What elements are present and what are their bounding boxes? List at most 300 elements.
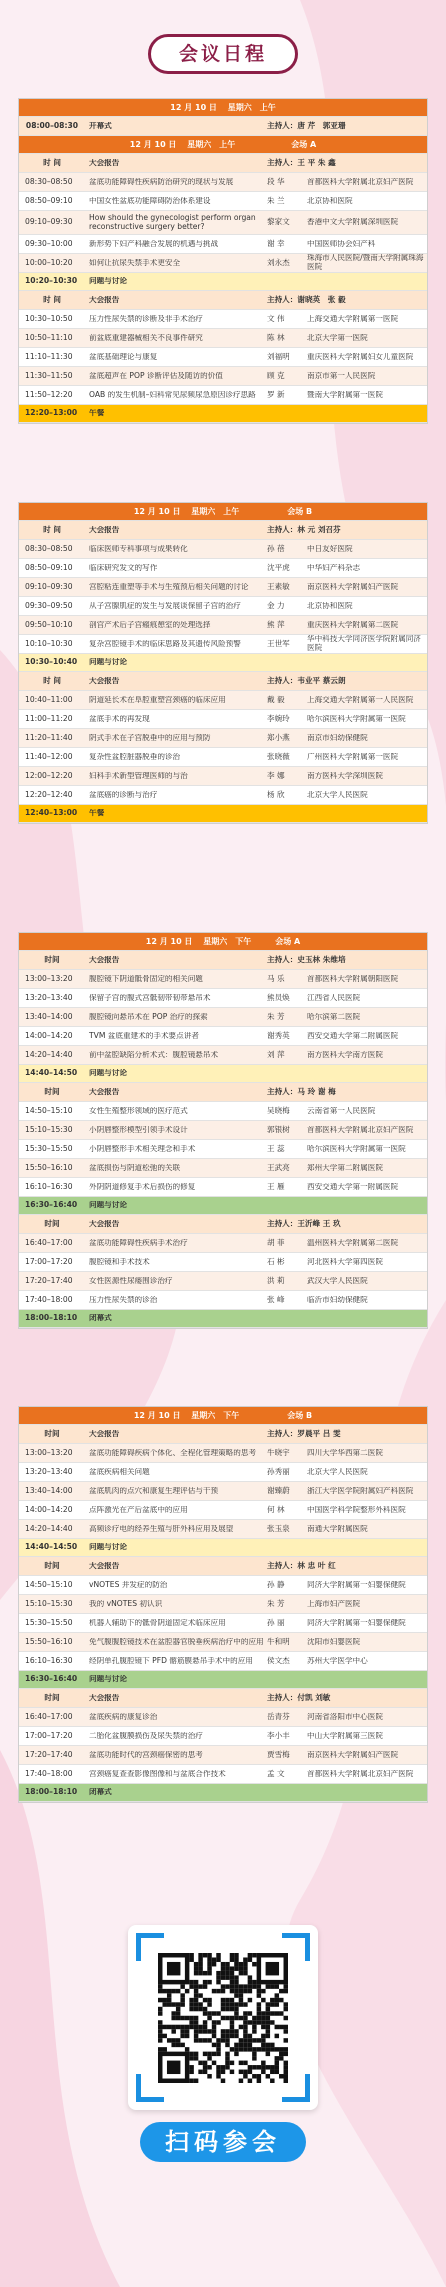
break-row <box>19 1197 427 1215</box>
time-cell: 12:20–12:40 <box>25 789 73 799</box>
time-cell: 15:10–15:30 <box>25 1598 73 1608</box>
org-cell: 临沂市妇幼保健院 <box>307 1295 368 1304</box>
time-cell: 13:20–13:40 <box>25 1466 73 1476</box>
org-cell: 中国医师协会妇产科 <box>307 239 376 248</box>
table-row <box>19 1463 427 1482</box>
time-cell: 15:30–15:50 <box>25 1617 73 1627</box>
topic-cell: 闭幕式 <box>89 1788 112 1797</box>
session-header <box>19 1407 427 1425</box>
topic-cell: 点阵激光在产后盆底中的应用 <box>89 1505 188 1514</box>
table-row <box>19 1102 427 1121</box>
time-cell: 10:50–11:10 <box>25 332 73 342</box>
time-cell: 17:20–17:40 <box>25 1749 73 1759</box>
org-cell: 中华妇产科杂志 <box>307 563 361 572</box>
table-row <box>19 1027 427 1046</box>
org-cell: 沈阳市妇婴医院 <box>307 1637 361 1646</box>
time-cell: 16:30–16:40 <box>25 1200 78 1210</box>
time-cell: 10:00–10:20 <box>25 257 73 267</box>
page-title: 会议日程 <box>148 34 298 74</box>
session-table <box>18 932 428 1329</box>
time-cell: 16:40–17:00 <box>25 1237 73 1247</box>
org-cell: 江西省人民医院 <box>307 993 361 1002</box>
topic-cell: 从子宫腺肌症的发生与发展谈保留子宫的治疗 <box>89 601 241 610</box>
time-cell: 时 间 <box>43 675 61 685</box>
topic-cell: 压力性尿失禁的诊断及非手术治疗 <box>89 314 203 323</box>
chair-cell: 主持人：林 元 刘召芬 <box>267 524 341 534</box>
session-header-text: 12 月 10 日 星期六 上午 <box>170 102 276 112</box>
time-cell: 时 间 <box>43 524 61 534</box>
org-cell: 哈尔滨医科大学附属第一医院 <box>307 1144 406 1153</box>
speaker-cell: 牛晓宇 <box>267 1447 290 1457</box>
speaker-cell: 文 伟 <box>267 313 285 323</box>
table-row <box>19 635 427 654</box>
time-cell: 11:20–11:40 <box>25 732 73 742</box>
chair-cell: 主持人：史玉林 朱维培 <box>267 954 346 964</box>
org-cell: 同济大学附属第一妇婴保健院 <box>307 1580 406 1589</box>
session-header-text: 12 月 10 日 星期六 上午 会场 A <box>129 139 317 149</box>
chair-cell: 主持人：马 玲 谢 梅 <box>267 1086 336 1096</box>
topic-cell: 压力性尿失禁的诊治 <box>89 1295 158 1304</box>
break-row <box>19 805 427 823</box>
table-row <box>19 192 427 211</box>
time-cell: 09:10–09:30 <box>25 217 73 227</box>
speaker-cell: 孙 静 <box>267 1579 285 1589</box>
table-row <box>19 1121 427 1140</box>
topic-cell: 剖宫产术后子宫瘢痕憩室的处理选择 <box>89 620 211 629</box>
time-cell: 13:40–14:00 <box>25 1011 73 1021</box>
topic-cell: 大会报告 <box>89 1219 120 1228</box>
topic-cell: 闭幕式 <box>89 1314 112 1323</box>
table-row <box>19 1046 427 1065</box>
org-cell: 哈尔滨医科大学附属第一医院 <box>307 714 406 723</box>
topic-cell: 腹腔镜向悬吊术在 POP 治疗的探索 <box>89 1012 208 1021</box>
section-header <box>19 154 427 173</box>
time-cell: 13:20–13:40 <box>25 992 73 1002</box>
org-cell: 首都医科大学附属北京妇产医院 <box>307 1125 414 1134</box>
org-cell: 重庆医科大学附属第二医院 <box>307 620 399 629</box>
table-row <box>19 1159 427 1178</box>
table-row <box>19 710 427 729</box>
time-cell: 时间 <box>44 1692 60 1702</box>
speaker-cell: 陈 林 <box>267 332 285 342</box>
time-cell: 18:00–18:10 <box>25 1787 78 1797</box>
topic-cell: 前中盆腔缺陷分析术式：腹腔镜悬吊术 <box>89 1050 219 1059</box>
topic-cell: 前盆底重建器械相关不良事件研究 <box>89 333 203 342</box>
time-cell: 12:40–13:00 <box>25 808 78 818</box>
session-header-text: 12 月 10 日 星期六 下午 会场 B <box>133 1410 313 1420</box>
time-cell: 11:40–12:00 <box>25 751 73 761</box>
speaker-cell: 杨 欣 <box>267 789 285 799</box>
qr-code-card <box>128 1925 318 2110</box>
speaker-cell: 罗 新 <box>267 389 285 399</box>
table-row <box>19 1482 427 1501</box>
table-row <box>19 348 427 367</box>
section-header <box>19 951 427 970</box>
speaker-cell: 李 娜 <box>267 770 285 780</box>
table-row <box>19 1253 427 1272</box>
table-row <box>19 1746 427 1765</box>
session-header-text: 12 月 10 日 星期六 下午 会场 A <box>145 936 301 946</box>
table-row <box>19 173 427 192</box>
time-cell: 17:40–18:00 <box>25 1768 73 1778</box>
scan-to-join-button[interactable]: 扫码参会 <box>140 2122 306 2162</box>
table-row <box>19 786 427 805</box>
topic-cell: 妇科手术新型管理医师的与治 <box>89 771 188 780</box>
table-row <box>19 1444 427 1463</box>
time-cell: 14:20–14:40 <box>25 1049 73 1059</box>
time-cell: 17:40–18:00 <box>25 1294 73 1304</box>
time-cell: 17:00–17:20 <box>25 1256 73 1266</box>
org-cell: 河北医科大学第四医院 <box>307 1257 383 1266</box>
time-cell: 09:30–09:50 <box>25 600 73 610</box>
break-row <box>19 1671 427 1689</box>
session-table <box>18 502 428 824</box>
table-row <box>19 235 427 254</box>
topic-cell: 盆底肌肉的点穴和康复生理评估与干预 <box>89 1486 219 1495</box>
org-cell: 香港中文大学附属深圳医院 <box>307 218 399 227</box>
session-table <box>18 1406 428 1803</box>
org-cell: 同济大学附属第一妇婴保健院 <box>307 1618 406 1627</box>
session-header <box>19 933 427 951</box>
time-cell: 时 间 <box>43 294 61 304</box>
table-row <box>19 970 427 989</box>
time-cell: 09:30–10:00 <box>25 238 73 248</box>
topic-cell: 大会报告 <box>89 1693 120 1702</box>
topic-cell: 盆底功能时代的宫颈癌保密的思考 <box>89 1750 203 1759</box>
time-cell: 09:50–10:10 <box>25 619 73 629</box>
time-cell: 15:10–15:30 <box>25 1124 73 1134</box>
time-cell: 16:30–16:40 <box>25 1674 78 1684</box>
topic-cell: 复杂性盆腔脏器脱垂的诊治 <box>89 752 181 761</box>
speaker-cell: 胡 菲 <box>267 1237 285 1247</box>
table-row <box>19 748 427 767</box>
topic-cell: 腹腔镜和手术技术 <box>89 1257 150 1266</box>
org-cell: 北京大学人民医院 <box>307 1467 368 1476</box>
topic-cell: TVM 盆底重建术的手术要点讲者 <box>89 1031 199 1040</box>
org-cell: 首都医科大学附属北京妇产医院 <box>307 1769 414 1778</box>
org-cell: 北京协和医院 <box>307 601 353 610</box>
speaker-cell: 沈平虎 <box>267 562 290 572</box>
table-row <box>19 367 427 386</box>
time-cell: 12:20–13:00 <box>25 408 78 418</box>
session-header-text: 12 月 10 日 星期六 上午 会场 B <box>133 506 313 516</box>
org-cell: 郑州大学第二附属医院 <box>307 1163 383 1172</box>
time-cell: 时间 <box>44 954 60 964</box>
topic-cell: 问题与讨论 <box>89 1069 127 1078</box>
time-cell: 14:40–14:50 <box>25 1068 78 1078</box>
speaker-cell: 何 林 <box>267 1504 285 1514</box>
topic-cell: 保留子宫的腹式宫骶韧带韧带悬吊术 <box>89 993 211 1002</box>
speaker-cell: 洪 莉 <box>267 1275 285 1285</box>
break-row <box>19 1784 427 1802</box>
org-cell: 首都医科大学附属朝阳医院 <box>307 974 399 983</box>
table-row <box>19 559 427 578</box>
time-cell: 10:30–10:40 <box>25 657 78 667</box>
org-cell: 苏州大学医学中心 <box>307 1656 368 1665</box>
time-cell: 17:00–17:20 <box>25 1730 73 1740</box>
speaker-cell: 朱 芳 <box>267 1011 285 1021</box>
time-cell: 11:50–12:20 <box>25 389 73 399</box>
speaker-cell: 熊 萍 <box>267 619 285 629</box>
time-cell: 11:30–11:50 <box>25 370 73 380</box>
topic-cell: 复杂宫腔镜手术的临床思路及其遗传风险预警 <box>89 639 241 648</box>
table-row <box>19 1614 427 1633</box>
speaker-cell: 张晓薇 <box>267 751 290 761</box>
speaker-cell: 王 蕊 <box>267 1143 285 1153</box>
table-row <box>19 729 427 748</box>
org-cell: 南方医科大学南方医院 <box>307 1050 383 1059</box>
time-cell: 15:30–15:50 <box>25 1143 73 1153</box>
time-cell: 16:10–16:30 <box>25 1181 73 1191</box>
table-row <box>19 597 427 616</box>
chair-cell: 主持人：王 平 朱 鑫 <box>267 157 336 167</box>
time-cell: 14:20–14:40 <box>25 1523 73 1533</box>
org-cell: 上海市妇产医院 <box>307 1599 361 1608</box>
table-row <box>19 1234 427 1253</box>
topic-cell: 阴式手术在子宫脱垂中的应用与预防 <box>89 733 211 742</box>
speaker-cell: 孙 丽 <box>267 1617 285 1627</box>
org-cell: 暨南大学附属第一医院 <box>307 390 383 399</box>
break-row <box>19 1065 427 1083</box>
topic-cell: 开幕式 <box>89 121 112 130</box>
org-cell: 南京市妇幼保健院 <box>307 733 368 742</box>
topic-cell: 午餐 <box>89 809 105 818</box>
table-row <box>19 691 427 710</box>
speaker-cell: 王武亮 <box>267 1162 290 1172</box>
speaker-cell: 刘福明 <box>267 351 290 361</box>
section-header <box>19 291 427 310</box>
speaker-cell: 郑小燕 <box>267 732 290 742</box>
time-cell: 15:50–16:10 <box>25 1636 73 1646</box>
table-row <box>19 1595 427 1614</box>
org-cell: 武汉大学人民医院 <box>307 1276 368 1285</box>
qr-code-icon[interactable] <box>158 1953 288 2083</box>
topic-cell: 小阴唇整形模型引领手术设计 <box>89 1125 188 1134</box>
time-cell: 16:10–16:30 <box>25 1655 73 1665</box>
break-row <box>19 405 427 423</box>
speaker-cell: 牛和明 <box>267 1636 290 1646</box>
break-row <box>19 654 427 672</box>
time-cell: 14:40–14:50 <box>25 1542 78 1552</box>
section-header <box>19 1215 427 1234</box>
speaker-cell: 顾 克 <box>267 370 285 380</box>
topic-cell: 盆底基础理论与康复 <box>89 352 158 361</box>
time-cell: 08:00–08:30 <box>25 120 79 130</box>
session-header <box>19 503 427 521</box>
table-row <box>19 540 427 559</box>
speaker-cell: 张 峰 <box>267 1294 285 1304</box>
topic-cell: 中国女性盆底功能障碍防治体系建设 <box>89 196 211 205</box>
speaker-cell: 谢臻蔚 <box>267 1485 290 1495</box>
table-row <box>19 1178 427 1197</box>
org-cell: 西安交通大学第二附属医院 <box>307 1031 399 1040</box>
table-row <box>19 1291 427 1310</box>
topic-cell: 盆底功能障碍性疾病防治研究的现状与发展 <box>89 177 234 186</box>
session-table <box>18 98 428 424</box>
topic-cell: 大会报告 <box>89 295 120 304</box>
speaker-cell: 孙秀丽 <box>267 1466 290 1476</box>
table-row <box>19 1765 427 1784</box>
time-cell: 时间 <box>44 1428 60 1438</box>
org-cell: 珠海市人民医院/暨南大学附属珠海医院 <box>307 254 424 271</box>
speaker-cell: 熊员焕 <box>267 992 290 1002</box>
section-header <box>19 1083 427 1102</box>
chair-cell: 主持人：林 忠 叶 红 <box>267 1560 336 1570</box>
speaker-cell: 刘 萍 <box>267 1049 285 1059</box>
topic-cell: 盆底功能障碍疾病个体化、全程化管理策略的思考 <box>89 1448 257 1457</box>
org-cell: 中山大学附属第三医院 <box>307 1731 383 1740</box>
topic-cell: 盆底疾病的康复诊治 <box>89 1712 158 1721</box>
time-cell: 08:50–09:10 <box>25 562 73 572</box>
org-cell: 华中科技大学同济医学院附属同济医院 <box>307 635 421 652</box>
topic-cell: 腹腔镜下阴道骶骨固定的相关问题 <box>89 974 203 983</box>
time-cell: 08:30–08:50 <box>25 543 73 553</box>
time-cell: 14:50–15:10 <box>25 1579 73 1589</box>
speaker-cell: 李婉玲 <box>267 713 290 723</box>
time-cell: 时 间 <box>43 157 61 167</box>
table-row <box>19 989 427 1008</box>
topic-cell: 小阴唇整形手术相关理念和手术 <box>89 1144 196 1153</box>
speaker-cell: 张玉泉 <box>267 1523 290 1533</box>
org-cell: 温州医科大学附属第二医院 <box>307 1238 399 1247</box>
topic-cell: 女性医源性尿瘘围诊治疗 <box>89 1276 173 1285</box>
speaker-cell: 郭银树 <box>267 1124 290 1134</box>
section-header <box>19 521 427 540</box>
topic-cell: OAB 的发生机制–妇科常见尿频尿急原因诊疗思路 <box>89 390 256 399</box>
time-cell: 10:10–10:30 <box>25 638 73 648</box>
section-header <box>19 672 427 691</box>
section-header <box>19 1557 427 1576</box>
session-header <box>19 99 427 117</box>
org-cell: 南方医科大学深圳医院 <box>307 771 383 780</box>
topic-cell: 免气腹腹腔镜技术在盆腔器官脱垂疾病治疗中的应用 <box>89 1637 264 1646</box>
org-cell: 重庆医科大学附属妇女儿童医院 <box>307 352 414 361</box>
speaker-cell: 石 彬 <box>267 1256 285 1266</box>
time-cell: 15:50–16:10 <box>25 1162 73 1172</box>
time-cell: 13:00–13:20 <box>25 1447 73 1457</box>
topic-cell: 宫腔粘连重塑等手术与生殖预后相关问题的讨论 <box>89 582 249 591</box>
topic-cell: vNOTES 并发症的防治 <box>89 1580 168 1589</box>
time-cell: 10:20–10:30 <box>25 276 78 286</box>
section-header <box>19 1689 427 1708</box>
speaker-cell: 李小丰 <box>267 1730 290 1740</box>
org-cell: 中日友好医院 <box>307 544 353 553</box>
time-cell: 时间 <box>44 1086 60 1096</box>
table-row <box>19 329 427 348</box>
speaker-cell: 孟 文 <box>267 1768 285 1778</box>
speaker-cell: 岳青芬 <box>267 1711 290 1721</box>
topic-cell: 午餐 <box>89 409 105 418</box>
table-row <box>19 1501 427 1520</box>
topic-cell: 宫颈癌复查查影像图像和与盆底合作技术 <box>89 1769 226 1778</box>
time-cell: 11:10–11:30 <box>25 351 73 361</box>
break-row <box>19 273 427 291</box>
speaker-cell: 戴 毅 <box>267 694 285 704</box>
speaker-cell: 朱 兰 <box>267 195 285 205</box>
speaker-cell: 侯文杰 <box>267 1655 290 1665</box>
org-cell: 上海交通大学附属第一医院 <box>307 314 399 323</box>
break-row <box>19 1310 427 1328</box>
table-row <box>19 1727 427 1746</box>
org-cell: 广州医科大学附属第一医院 <box>307 752 399 761</box>
org-cell: 北京大学第一医院 <box>307 333 368 342</box>
topic-cell: 问题与讨论 <box>89 1675 127 1684</box>
speaker-cell: 王 雁 <box>267 1181 285 1191</box>
table-row <box>19 1576 427 1595</box>
time-cell: 10:30–10:50 <box>25 313 73 323</box>
table-row <box>19 616 427 635</box>
org-cell: 上海交通大学附属第一人民医院 <box>307 695 414 704</box>
topic-cell: 问题与讨论 <box>89 658 127 667</box>
topic-cell: 经阴单孔腹腔镜下 PFD 髂筋膜悬吊手术中的应用 <box>89 1656 253 1665</box>
org-cell: 哈尔滨第二医院 <box>307 1012 361 1021</box>
table-row <box>19 1272 427 1291</box>
topic-cell: 机器人辅助下的骶骨阴道固定术临床应用 <box>89 1618 226 1627</box>
table-row <box>19 1520 427 1539</box>
time-cell: 13:00–13:20 <box>25 973 73 983</box>
table-row <box>19 767 427 786</box>
table-row <box>19 1708 427 1727</box>
topic-cell: 大会报告 <box>89 1429 120 1438</box>
table-row <box>19 1633 427 1652</box>
time-cell: 14:50–15:10 <box>25 1105 73 1115</box>
chair-cell: 主持人：罗晨平 吕 雯 <box>267 1428 341 1438</box>
table-row <box>19 386 427 405</box>
table-row <box>19 1008 427 1027</box>
org-cell: 首都医科大学附属北京妇产医院 <box>307 177 414 186</box>
time-cell: 13:40–14:00 <box>25 1485 73 1495</box>
topic-cell: 盆底功能障碍性疾病手术治疗 <box>89 1238 188 1247</box>
topic-cell: 大会报告 <box>89 525 120 534</box>
table-row <box>19 1652 427 1671</box>
speaker-cell: 段 华 <box>267 176 285 186</box>
org-cell: 南京医科大学附属妇产医院 <box>307 1750 399 1759</box>
time-cell: 09:10–09:30 <box>25 581 73 591</box>
org-cell: 南通大学附属医院 <box>307 1524 368 1533</box>
topic-cell: 盆底癌的诊断与治疗 <box>89 790 158 799</box>
speaker-cell: 王世军 <box>267 638 290 648</box>
org-cell: 中国医学科学院整形外科医院 <box>307 1505 406 1514</box>
speaker-cell: 金 力 <box>267 600 285 610</box>
table-row <box>19 1140 427 1159</box>
speaker-cell: 刘永杰 <box>267 257 290 267</box>
topic-cell: 阴道延长术在阜腔重塑宫颈癌的临床应用 <box>89 695 226 704</box>
topic-cell: 我的 vNOTES 初认识 <box>89 1599 163 1608</box>
topic-cell: 盆底损伤与阴道松弛的关联 <box>89 1163 181 1172</box>
table-row <box>19 310 427 329</box>
speaker-cell: 马 乐 <box>267 973 285 983</box>
org-cell: 云南省第一人民医院 <box>307 1106 376 1115</box>
session-header <box>19 136 427 154</box>
section-header <box>19 1425 427 1444</box>
time-cell: 14:00–14:20 <box>25 1030 73 1040</box>
table-row <box>19 254 427 273</box>
topic-cell: 大会报告 <box>89 1087 120 1096</box>
time-cell: 12:00–12:20 <box>25 770 73 780</box>
break-row <box>19 1539 427 1557</box>
chair-cell: 主持人：付凯 刘敏 <box>267 1692 331 1702</box>
time-cell: 时间 <box>44 1560 60 1570</box>
speaker-cell: 孙 蓓 <box>267 543 285 553</box>
topic-cell: How should the gynecologist perform organ reconstructive surgery better? <box>89 213 256 231</box>
speaker-cell: 贾雪梅 <box>267 1749 290 1759</box>
topic-cell: 如何让抗尿失禁手术更安全 <box>89 258 181 267</box>
org-cell: 浙江大学医学院附属妇产科医院 <box>307 1486 414 1495</box>
topic-cell: 盆底疾病相关问题 <box>89 1467 150 1476</box>
org-cell: 四川大学华西第二医院 <box>307 1448 383 1457</box>
topic-cell: 盆底手术的再发现 <box>89 714 150 723</box>
topic-cell: 大会报告 <box>89 676 120 685</box>
